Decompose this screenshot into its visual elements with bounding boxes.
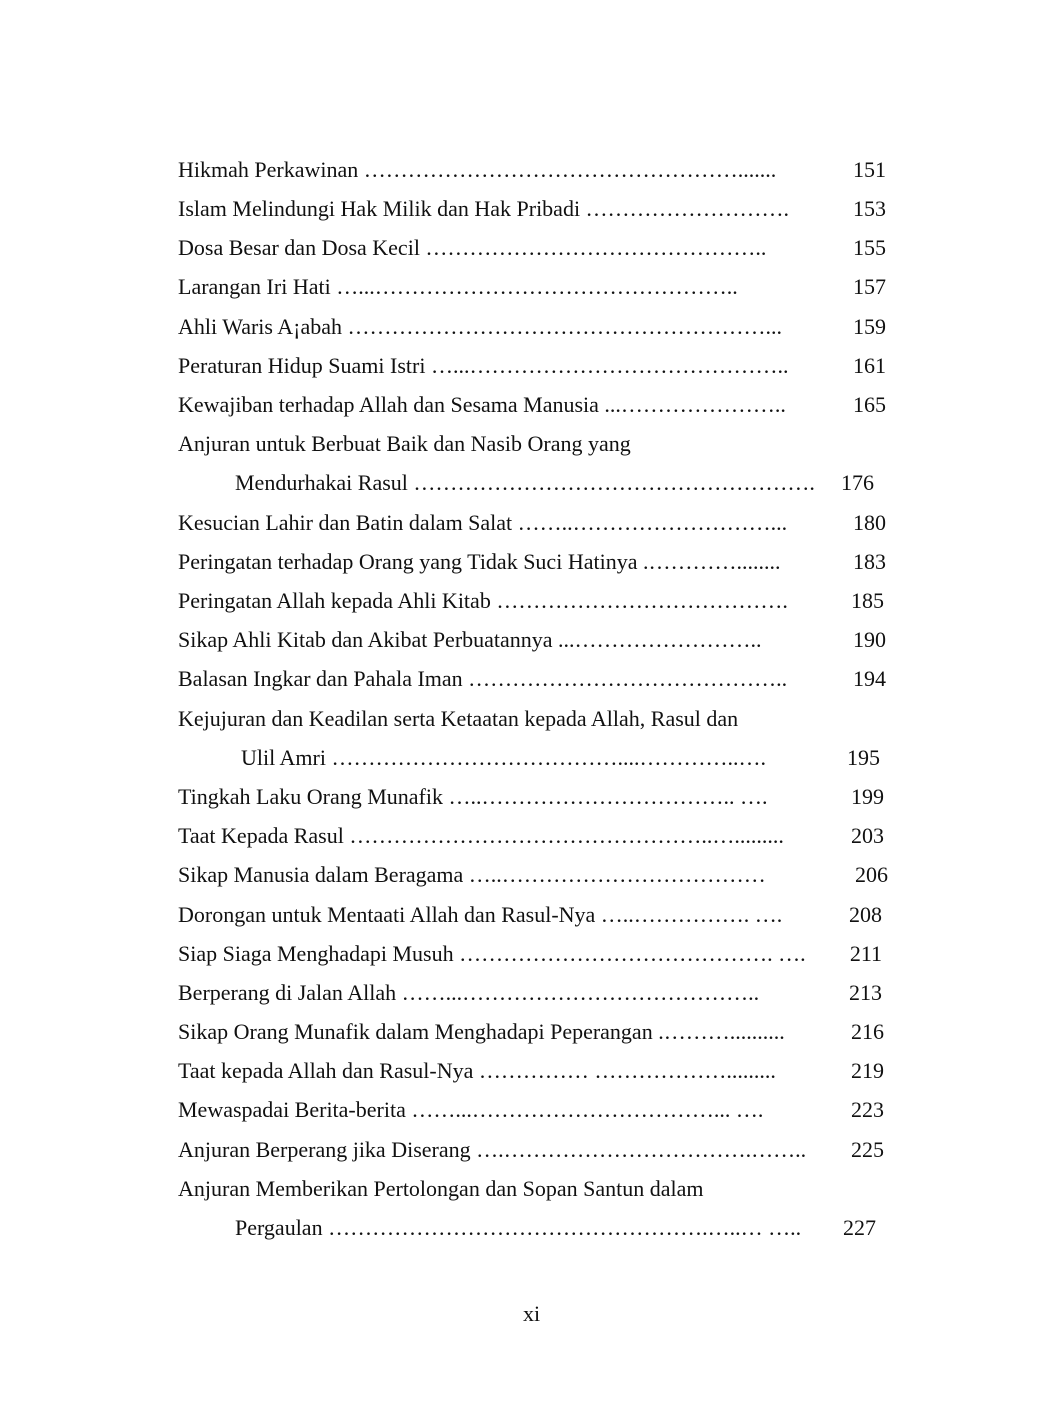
page-number: xi xyxy=(522,1301,541,1326)
toc-entry-title: Dorongan untuk Mentaati Allah dan Rasul-Nya …..……………. …. xyxy=(178,902,783,927)
toc-entry-title-continued: Pergaulan …………………………………………….…..… ….. xyxy=(235,1215,802,1240)
toc-entry-page: 227 xyxy=(843,1215,876,1240)
toc-entry-title: Islam Melindungi Hak Milik dan Hak Pribadi ………………………. xyxy=(178,196,790,221)
toc-entry-page: 153 xyxy=(853,196,886,221)
toc-entry-title: Berperang di Jalan Allah ……...………………………………….. xyxy=(178,980,760,1005)
toc-entry-page: 199 xyxy=(851,784,884,809)
toc-entry-title: Hikmah Perkawinan ……………………………………………....... xyxy=(178,157,777,182)
toc-entry-page: 180 xyxy=(853,510,886,535)
toc-entry-title-continued: Mendurhakai Rasul ………………………………………………. xyxy=(235,470,815,495)
toc-entry-title: Sikap Ahli Kitab dan Akibat Perbuatannya ...…………………….. xyxy=(178,627,762,652)
toc-entry-title: Dosa Besar dan Dosa Kecil ……………………………………….. xyxy=(178,235,767,260)
toc-entry-page: 194 xyxy=(853,666,886,691)
toc-entry-title: Kejujuran dan Keadilan serta Ketaatan kepada Allah, Rasul dan xyxy=(178,706,739,731)
toc-entry-title: Sikap Orang Munafik dalam Menghadapi Peperangan .……….......... xyxy=(178,1019,785,1044)
toc-entry-title: Siap Siaga Menghadapi Musuh ……………………………………. …. xyxy=(178,941,806,966)
toc-entry-title: Mewaspadai Berita-berita ……...……………………………... …. xyxy=(178,1097,764,1122)
toc-entry-page: 211 xyxy=(849,941,882,966)
toc-entry-page: 165 xyxy=(853,392,886,417)
toc-entry-page: 216 xyxy=(851,1019,884,1044)
toc-entry-title: Anjuran Memberikan Pertolongan dan Sopan Santun dalam xyxy=(178,1176,704,1201)
toc-entry-page: 161 xyxy=(853,353,886,378)
toc-entry-page: 151 xyxy=(853,157,886,182)
toc-entry-page: 225 xyxy=(851,1137,884,1162)
toc-entry-title: Anjuran Berperang jika Diserang ….…………………………….…….. xyxy=(178,1137,807,1162)
toc-entry-page: 183 xyxy=(853,549,886,574)
toc-entry-title-continued: Ulil Amri …………………………………....…………..…. xyxy=(241,745,766,770)
toc-entry-page: 203 xyxy=(851,823,884,848)
toc-entry-title: Sikap Manusia dalam Beragama …..……………………………… xyxy=(178,862,766,887)
toc-entry-title: Kesucian Lahir dan Batin dalam Salat ……..………………………... xyxy=(178,510,788,535)
toc-entry-title: Peringatan Allah kepada Ahli Kitab …………………………………. xyxy=(178,588,788,613)
toc-entry-title: Tingkah Laku Orang Munafik …..…………………………….. …. xyxy=(178,784,768,809)
toc-entry-page: 185 xyxy=(851,588,884,613)
toc-entry-page: 208 xyxy=(849,902,882,927)
toc-entry-title: Ahli Waris A¡abah …………………………………………………... xyxy=(178,314,783,339)
toc-entry-title: Taat Kepada Rasul …………………………………………..…......... xyxy=(178,823,784,848)
toc-entry-page: 213 xyxy=(849,980,882,1005)
toc-entry-title: Kewajiban terhadap Allah dan Sesama Manusia ...………………….. xyxy=(178,392,786,417)
toc-entry-title: Larangan Iri Hati …...………………………………………….. xyxy=(178,274,738,299)
toc-entry-title: Peringatan terhadap Orang yang Tidak Suci Hatinya .…………........ xyxy=(178,549,781,574)
toc-entry-page: 159 xyxy=(853,314,886,339)
toc-entry-page: 190 xyxy=(853,627,886,652)
toc-entry-page: 176 xyxy=(841,470,874,495)
toc-entry-page: 219 xyxy=(851,1058,884,1083)
toc-entry-page: 223 xyxy=(851,1097,884,1122)
toc-entry-title: Balasan Ingkar dan Pahala Iman …………………………………….. xyxy=(178,666,788,691)
toc-entry-page: 206 xyxy=(855,862,888,887)
toc-entry-page: 155 xyxy=(853,235,886,260)
toc-entry-page: 157 xyxy=(853,274,886,299)
toc-entry-title: Taat kepada Allah dan Rasul-Nya …………… ………………......... xyxy=(178,1058,776,1083)
toc-entry-page: 195 xyxy=(847,745,880,770)
toc-entry-title: Peraturan Hidup Suami Istri …...…………………………………….. xyxy=(178,353,789,378)
toc-entry-title: Anjuran untuk Berbuat Baik dan Nasib Orang yang xyxy=(178,431,631,456)
